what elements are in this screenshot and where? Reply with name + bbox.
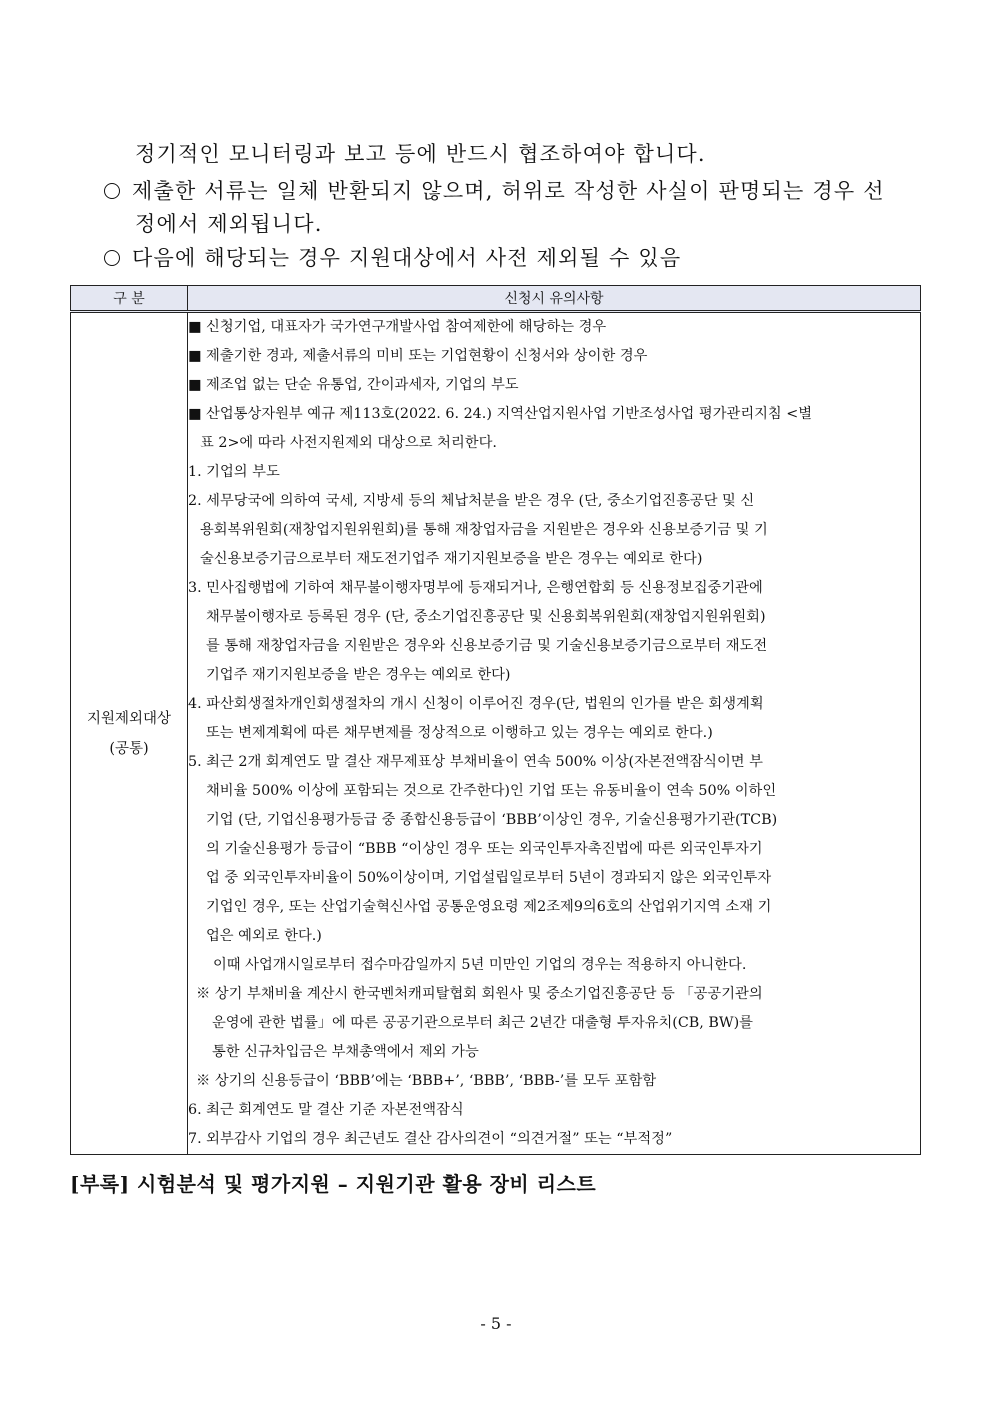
list-item: 7. 외부감사 기업의 경우 최근년도 결산 감사의견이 “의견거절” 또는 “부적정” bbox=[188, 1131, 673, 1147]
intro-line-2 bbox=[104, 175, 885, 205]
list-item: 6. 최근 회계연도 말 결산 기준 자본전액잠식 bbox=[188, 1102, 464, 1118]
intro-line-4-text: 다음에 해당되는 경우 지원대상에서 사전 제외될 수 있음 bbox=[132, 246, 682, 270]
page-number: - 5 - bbox=[480, 1314, 512, 1333]
list-item: 용회복위원회(재창업지원위원회)를 통해 재창업자금을 지원받은 경우와 신용보증기금 및 기 bbox=[200, 522, 768, 538]
header-category: 구 분 bbox=[71, 286, 188, 312]
list-item: 채비율 500% 이상에 포함되는 것으로 간주한다)인 기업 또는 유동비율이 연속 50% 이하인 bbox=[206, 783, 777, 799]
list-item: 이때 사업개시일로부터 접수마감일까지 5년 미만인 기업의 경우는 적용하지 아니한다. bbox=[213, 957, 747, 973]
list-item: ■ 신청기업, 대표자가 국가연구개발사업 참여제한에 해당하는 경우 bbox=[188, 319, 607, 335]
appendix-title: [부록] 시험분석 및 평가지원 – 지원기관 활용 장비 리스트 bbox=[70, 1172, 597, 1196]
list-item: ※ 상기 부채비율 계산시 한국벤처캐피탈협회 회원사 및 중소기업진흥공단 등 「공공기관의 bbox=[196, 986, 763, 1002]
list-item: 기업 (단, 기업신용평가등급 중 종합신용등급이 ‘BBB’이상인 경우, 기술신용평가기관(TCB) bbox=[206, 812, 778, 828]
exclusion-criteria-table bbox=[70, 285, 921, 1155]
list-item: ■ 제출기한 경과, 제출서류의 미비 또는 기업현황이 신청서와 상이한 경우 bbox=[188, 348, 648, 364]
table-header-row bbox=[71, 286, 921, 312]
intro-line-1: 정기적인 모니터링과 보고 등에 반드시 협조하여야 합니다. bbox=[135, 142, 706, 166]
list-item: ■ 제조업 없는 단순 유통업, 간이과세자, 기업의 부도 bbox=[188, 377, 519, 393]
category-cell bbox=[71, 312, 188, 1155]
list-item: 업은 예외로 한다.) bbox=[206, 928, 322, 944]
intro-line-4 bbox=[104, 242, 681, 272]
list-item: ■ 산업통상자원부 예규 제113호(2022. 6. 24.) 지역산업지원사업 기반조성사업 평가관리지침 <별 bbox=[188, 406, 813, 422]
list-item: 를 통해 재창업자금을 지원받은 경우와 신용보증기금 및 기술신용보증기금으로부터 재도전 bbox=[206, 638, 768, 654]
circle-bullet-icon bbox=[104, 183, 120, 199]
table-body-row bbox=[71, 312, 921, 1155]
list-item: 의 기술신용평가 등급이 “BBB “이상인 경우 또는 외국인투자촉진법에 따른 외국인투자기 bbox=[206, 841, 763, 857]
list-item: 2. 세무당국에 의하여 국세, 지방세 등의 체납처분을 받은 경우 (단, 중소기업진흥공단 및 신 bbox=[188, 493, 755, 509]
list-item: 5. 최근 2개 회계연도 말 결산 재무제표상 부채비율이 연속 500% 이상(자본전액잠식이면 부 bbox=[188, 754, 763, 770]
category-label: 지원제외대상 bbox=[86, 710, 172, 727]
list-item: 1. 기업의 부도 bbox=[188, 464, 280, 480]
list-item: 3. 민사집행법에 기하여 채무불이행자명부에 등재되거나, 은행연합회 등 신용정보집중기관에 bbox=[188, 580, 763, 596]
content-cell bbox=[188, 312, 921, 1155]
intro-line-2-text: 제출한 서류는 일체 반환되지 않으며, 허위로 작성한 사실이 판명되는 경우 선 bbox=[132, 179, 885, 203]
list-item: 운영에 관한 법률」에 따른 공공기관으로부터 최근 2년간 대출형 투자유치(CB, BW)를 bbox=[212, 1015, 753, 1031]
list-item: 술신용보증기금으로부터 재도전기업주 재기지원보증을 받은 경우는 예외로 한다) bbox=[200, 551, 703, 567]
list-item: 표 2>에 따라 사전지원제외 대상으로 처리한다. bbox=[200, 435, 497, 451]
list-item: 또는 변제계획에 따른 채무변제를 정상적으로 이행하고 있는 경우는 예외로 한다.) bbox=[206, 725, 713, 741]
list-item: 기업인 경우, 또는 산업기술혁신사업 공통운영요령 제2조제9의6호의 산업위기지역 소재 기 bbox=[206, 899, 772, 915]
list-item: 통한 신규차입금은 부채총액에서 제외 가능 bbox=[212, 1044, 479, 1060]
circle-bullet-icon bbox=[104, 250, 120, 266]
category-sublabel: (공통) bbox=[109, 740, 149, 757]
list-item: 채무불이행자로 등록된 경우 (단, 중소기업진흥공단 및 신용회복위원회(재창업지원위원회) bbox=[206, 609, 766, 625]
header-content: 신청시 유의사항 bbox=[188, 286, 921, 312]
list-item: 4. 파산회생절차개인회생절차의 개시 신청이 이루어진 경우(단, 법원의 인가를 받은 회생계획 bbox=[188, 696, 764, 712]
list-item: 업 중 외국인투자비율이 50%이상이며, 기업설립일로부터 5년이 경과되지 않은 외국인투자 bbox=[206, 870, 772, 886]
list-item: 기업주 재기지원보증을 받은 경우는 예외로 한다) bbox=[206, 667, 511, 683]
list-item: ※ 상기의 신용등급이 ‘BBB’에는 ‘BBB+’, ‘BBB’, ‘BBB-’를 모두 포함함 bbox=[196, 1073, 657, 1089]
intro-line-3: 정에서 제외됩니다. bbox=[135, 212, 323, 236]
